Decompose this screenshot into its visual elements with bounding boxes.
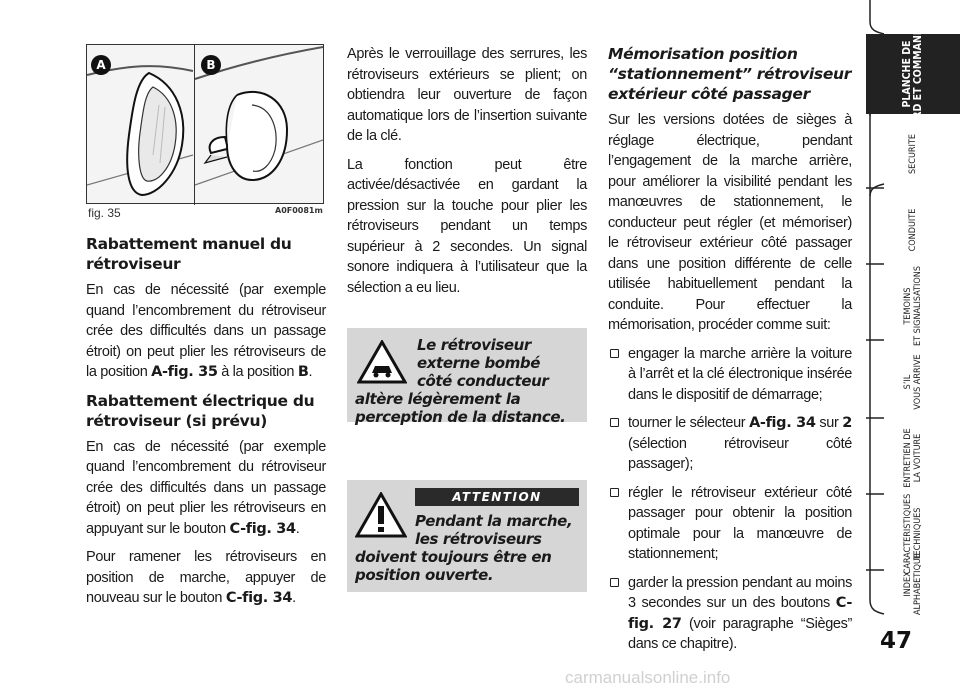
tab-label: TEMOINS ET SIGNALISATIONS: [903, 266, 923, 346]
warning-exclamation-icon: [355, 492, 407, 538]
paragraph-restore-position: [86, 547, 326, 609]
tab-securite[interactable]: [866, 114, 960, 194]
heading-electric-folding: Rabattement électrique du rétroviseur (si prévu): [86, 391, 315, 430]
checkbox-bullet-icon: [610, 578, 619, 587]
text: En cas de nécessité (par exemple quand l’encombrement du rétroviseur crée des difficultés dans un passage étroit) on peut plier les rétroviseurs en appuyant sur le bouton: [86, 438, 326, 537]
paragraph-activation: La fonction peut être activée/désactivée en gardant la pression sur la touche pour plier les rétroviseurs pendant un temps supérieur à 2 secondes. Un signal sonore indiquera à l’utilisateur que la sélection a eu lieu.: [347, 156, 587, 296]
tab-planche-de-bord[interactable]: [866, 14, 960, 134]
tab-label: CARACTERISTIQUES TECHNIQUES: [903, 493, 923, 575]
text: .: [292, 590, 296, 606]
figure-ref: C-fig. 34: [229, 520, 296, 537]
list-item: [608, 413, 852, 475]
text: .: [308, 364, 313, 380]
tab-index[interactable]: [866, 553, 960, 615]
position-ref: B: [297, 364, 309, 380]
note-text: Le rétroviseur externe bombé côté conducteur altère légèrement la perception de la distance.: [355, 336, 566, 426]
text: (sélection rétroviseur côté passager);: [628, 435, 852, 472]
figure-caption: fig. 35: [88, 206, 121, 220]
checkbox-bullet-icon: [610, 349, 619, 358]
figure-ref: C-fig. 34: [225, 590, 293, 606]
figure-ref: A-fig. 34: [749, 415, 816, 431]
watermark: carmanualsonline.info: [565, 668, 731, 687]
chapter-tabs: [866, 0, 960, 692]
paragraph-electric-folding: [86, 437, 326, 540]
text: garder la pression pendant au moins 3 secondes sur un des boutons: [628, 574, 852, 611]
figure-ref: C-fig. 27: [628, 595, 852, 632]
warning-car-icon: [357, 340, 407, 384]
figure-badge-a: A: [91, 55, 111, 75]
note-box: [347, 328, 587, 426]
tab-entretien[interactable]: [866, 418, 960, 498]
column-1: [86, 234, 326, 617]
text: engager la marche arrière la voiture à l’arrêt et la clé électronique insérée dans le dispositif de démarrage;: [628, 345, 852, 403]
attention-text: Pendant la marche, les rétroviseurs doivent toujours être en position ouverte.: [355, 512, 573, 584]
selector-ref: 2: [842, 415, 853, 431]
page-number: 47: [880, 628, 913, 654]
figure-divider: [194, 45, 195, 205]
text: à la position: [217, 364, 298, 380]
figure-badge-b: B: [201, 55, 221, 75]
paragraph-parking-intro: Sur les versions dotées de sièges à réglage électrique, pendant l’engagement de la marche arrière, pour améliorer la visibilité pendant les manœuvres de stationnement, le conducteur peut régler (et mémoriser) le rétroviseur extérieur côté passager dans une position différente de celle utilisée habituellement pendant la conduite. Pour effectuer la mémorisation, procéder comme suit:: [608, 112, 852, 333]
tab-label: CONDUITE: [908, 208, 918, 252]
text: tourner le sélecteur: [628, 415, 750, 431]
text: régler le rétroviseur extérieur côté passager pour obtenir la position optimale pour la manœuvre de stationnement;: [628, 484, 852, 562]
list-item: [608, 573, 852, 655]
text: En cas de nécessité (par exemple quand l’encombrement du rétroviseur crée des difficultés dans un passage étroit) on peut plier les rétroviseurs de la position: [86, 282, 326, 380]
list-item: [608, 344, 852, 406]
tab-label: S’IL VOUS ARRIVE: [903, 354, 923, 410]
attention-label: ATTENTION: [415, 488, 579, 506]
tab-conduite[interactable]: [866, 190, 960, 270]
checkbox-bullet-icon: [610, 418, 619, 427]
tab-label: ENTRETIEN DE LA VOITURE: [903, 428, 923, 488]
heading-parking-memory: Mémorisation position “stationnement” rétroviseur extérieur côté passager: [608, 45, 852, 103]
paragraph-manual-folding: [86, 280, 326, 383]
text: (voir paragraphe “Sièges” dans ce chapitre).: [628, 615, 852, 652]
column-2: [347, 44, 587, 306]
checkbox-bullet-icon: [610, 488, 619, 497]
figure-code: A0F0081m: [275, 206, 323, 215]
tab-label-text: PLANCHE DE BORD ET COMMANDES: [901, 14, 924, 134]
tab-label: SECURITE: [908, 134, 918, 174]
tab-temoins[interactable]: [866, 266, 960, 346]
heading-manual-folding: Rabattement manuel du rétroviseur: [86, 235, 292, 273]
attention-box: [347, 480, 587, 592]
tab-sil-vous-arrive[interactable]: [866, 342, 960, 422]
figure-ref: A-fig. 35: [151, 364, 218, 380]
tab-label: INDEX ALPHABETIQUE: [903, 553, 923, 615]
text: Pour ramener les rétroviseurs en position de marche, appuyer de nouveau sur le bouton: [86, 549, 326, 606]
list-item: [608, 483, 852, 565]
text: .: [295, 520, 300, 537]
column-3: [608, 44, 852, 663]
text: sur: [815, 415, 843, 431]
procedure-list: [608, 344, 852, 655]
figure-35: [86, 44, 324, 204]
paragraph-auto-fold: Après le verrouillage des serrures, les rétroviseurs extérieurs se plient; on obtiendra leur ouverture de façon automatique lors de l’insertion suivante de la clé.: [347, 46, 587, 144]
